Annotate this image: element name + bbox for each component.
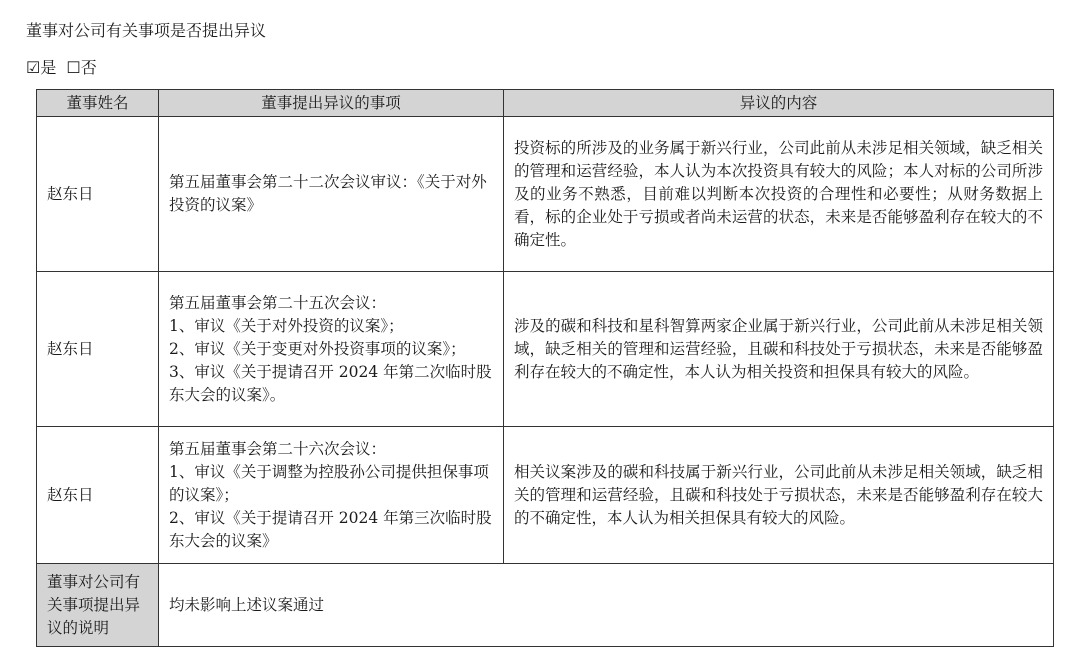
header-objection-content: 异议的内容 [504, 90, 1054, 117]
option-no[interactable] [66, 58, 96, 77]
explanation-value: 均未影响上述议案通过 [159, 564, 1054, 647]
table-row [37, 427, 1054, 564]
item-line: 1、审议《关于调整为控股孙公司提供担保事项的议案》； [169, 462, 489, 504]
item-line: 第五届董事会第二十六次会议： [169, 439, 387, 458]
item-line: 1、审议《关于对外投资的议案》； [169, 316, 404, 335]
option-yes-label: 是 [40, 58, 57, 77]
objection-item: 第五届董事会第二十二次会议审议：《关于对外投资的议案》 [159, 117, 504, 272]
explanation-label: 董事对公司有关事项提出异议的说明 [37, 564, 159, 647]
objection-choice [26, 57, 107, 79]
director-name: 赵东日 [37, 272, 159, 427]
objection-content: 涉及的碳和科技和星科智算两家企业属于新兴行业，公司此前从未涉足相关领域，缺乏相关的管理和运营经验，且碳和科技处于亏损状态，未来是否能够盈利存在较大的不确定性，本人认为相关投资和担保具有较大的风险。 [504, 272, 1054, 427]
director-name: 赵东日 [37, 117, 159, 272]
table-header-row [37, 90, 1054, 117]
objections-table [36, 89, 1054, 647]
header-objection-item: 董事提出异议的事项 [159, 90, 504, 117]
unchecked-box-icon: ☐ [66, 58, 81, 77]
section-heading: 董事对公司有关事项是否提出异议 [26, 21, 267, 40]
option-yes[interactable] [26, 58, 56, 77]
table-row [37, 117, 1054, 272]
objection-item [159, 272, 504, 427]
item-line: 3、审议《关于提请召开 2024 年第二次临时股东大会的议案》。 [169, 362, 492, 404]
director-name: 赵东日 [37, 427, 159, 564]
item-line: 第五届董事会第二十五次会议： [169, 293, 387, 312]
table-row [37, 272, 1054, 427]
item-line: 2、审议《关于提请召开 2024 年第三次临时股东大会的议案》 [169, 508, 492, 550]
objection-item [159, 427, 504, 564]
header-director-name: 董事姓名 [37, 90, 159, 117]
item-line: 2、审议《关于变更对外投资事项的议案》； [169, 339, 466, 358]
checked-box-icon: ☑ [26, 58, 41, 77]
objection-content: 投资标的所涉及的业务属于新兴行业，公司此前从未涉足相关领域，缺乏相关的管理和运营经验，本人认为本次投资具有较大的风险；本人对标的公司所涉及的业务不熟悉，目前难以判断本次投资的合理性和必要性；从财务数据上看，标的企业处于亏损或者尚未运营的状态，未来是否能够盈利存在较大的不确定性。 [504, 117, 1054, 272]
option-no-label: 否 [80, 58, 97, 77]
objection-content: 相关议案涉及的碳和科技属于新兴行业，公司此前从未涉足相关领域，缺乏相关的管理和运营经验，且碳和科技处于亏损状态，未来是否能够盈利存在较大的不确定性，本人认为相关担保具有较大的风险。 [504, 427, 1054, 564]
table-footer-row [37, 564, 1054, 647]
